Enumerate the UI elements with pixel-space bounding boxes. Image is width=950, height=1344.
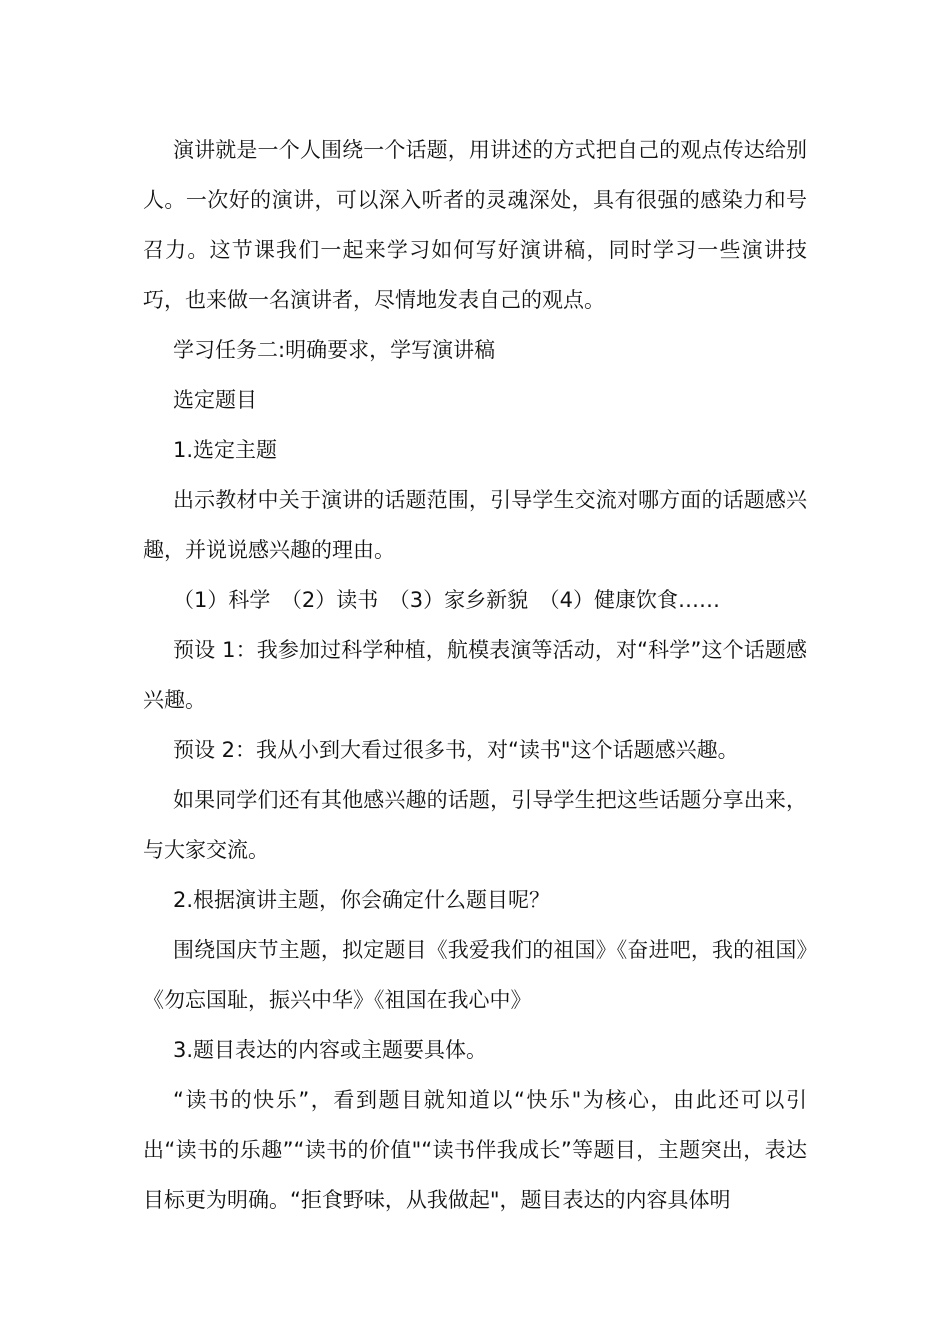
paragraph-step-1: 1.选定主题 <box>173 438 278 462</box>
paragraph-task-two-heading: 学习任务二:明确要求，学写演讲稿 <box>173 338 496 362</box>
paragraph-share-topics: 如果同学们还有其他感兴趣的话题，引导学生把这些话题分享出来，与大家交流。 <box>143 788 807 862</box>
paragraph-topic-range: 出示教材中关于演讲的话题范围，引导学生交流对哪方面的话题感兴趣，并说说感兴趣的理由。 <box>143 488 807 562</box>
paragraph-topic-list: （1）科学 （2）读书 （3）家乡新貌 （4）健康饮食…… <box>173 588 720 612</box>
paragraph-step-3: 3.题目表达的内容或主题要具体。 <box>173 1038 488 1062</box>
document-body <box>143 125 807 1225</box>
paragraph-intro: 演讲就是一个人围绕一个话题，用讲述的方式把自己的观点传达给别人。一次好的演讲，可以深入听者的灵魂深处，具有很强的感染力和号召力。这节课我们一起来学习如何写好演讲稿，同时学习一些演讲技巧，也来做一名演讲者，尽情地发表自己的观点。 <box>143 138 807 312</box>
paragraph-preset-1: 预设 1：我参加过科学种植，航模表演等活动，对“科学”这个话题感兴趣。 <box>143 638 807 712</box>
paragraph-step-2: 2.根据演讲主题，你会确定什么题目呢？ <box>173 888 551 912</box>
paragraph-reading-example: “读书的快乐”，看到题目就知道以“快乐"为核心，由此还可以引出“读书的乐趣”“读书的价值"“读书伴我成长”等题目，主题突出，表达目标更为明确。“拒食野味，从我做起"，题目表达的内容具体明 <box>143 1088 807 1212</box>
paragraph-national-day-titles: 围绕国庆节主题，拟定题目《我爱我们的祖国》《奋进吧，我的祖国》《勿忘国耻，振兴中华》《祖国在我心中》 <box>143 938 807 1012</box>
paragraph-preset-2: 预设 2：我从小到大看过很多书，对“读书"这个话题感兴趣。 <box>173 738 739 762</box>
paragraph-choose-title-heading: 选定题目 <box>173 388 257 412</box>
